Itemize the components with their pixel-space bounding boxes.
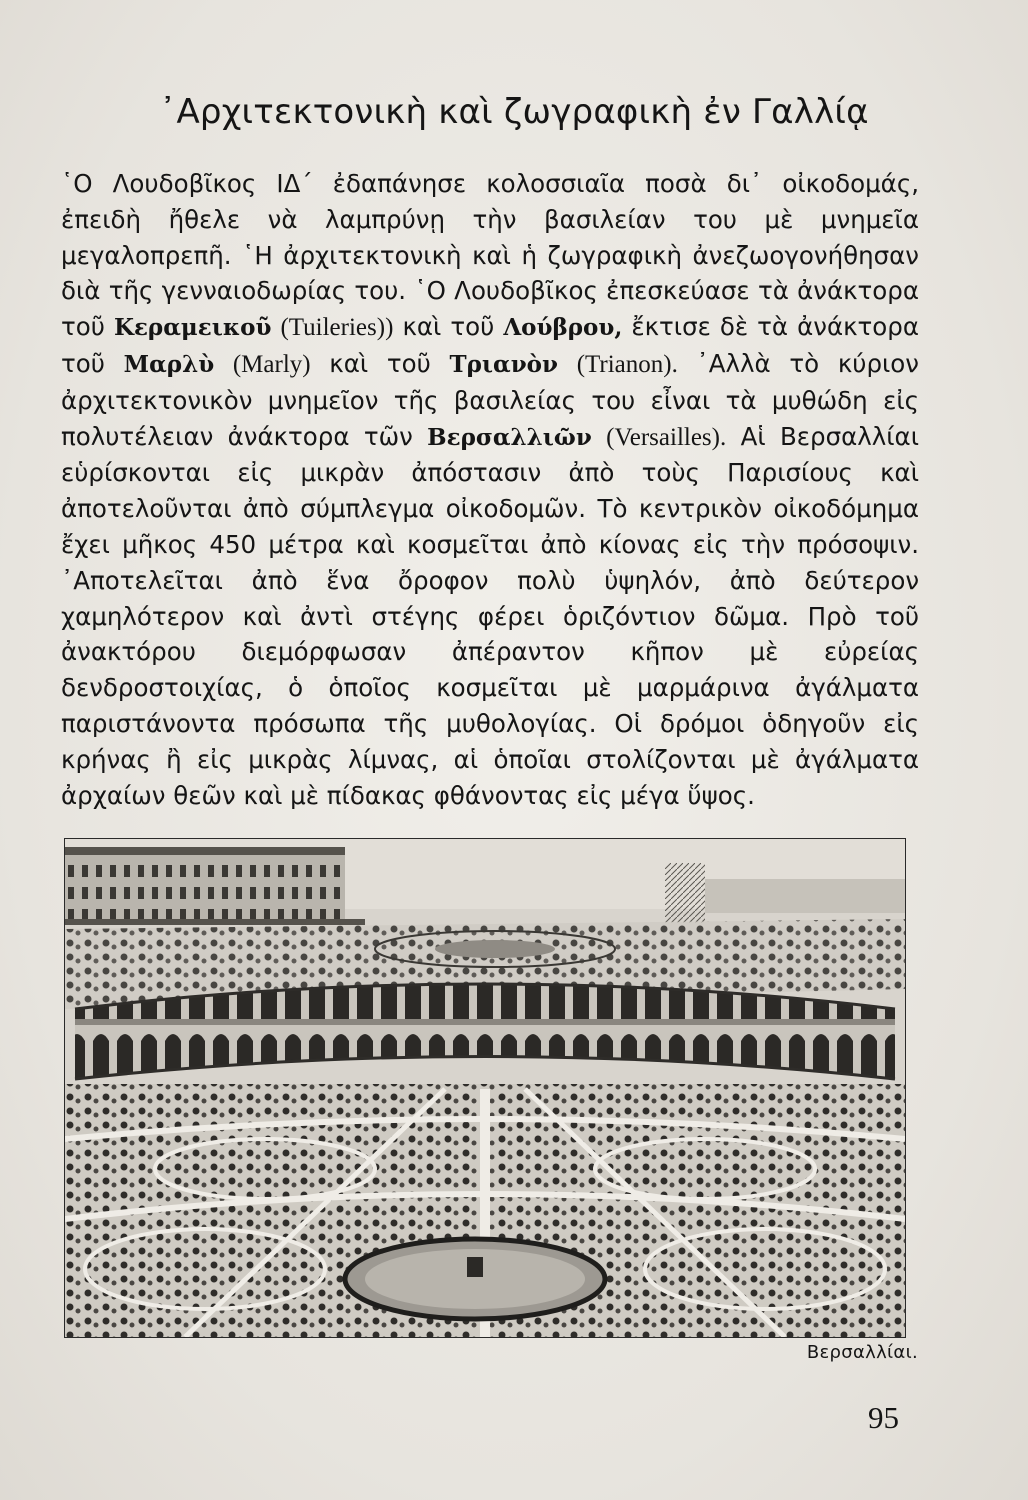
versailles-engraving [64,838,906,1338]
bold-term-keramikou: Κεραμεικοῦ [113,314,272,342]
text-run: ᾿Αλλὰ τὸ κύριον ἀρχιτεκτονικὸν μνημεῖον τῆς βασιλείας του εἶναι τὰ μυθώδη εἰς πολυτέλειαν ἀνάκτορα τῶν [61,348,919,451]
latin-term-marly: (Marly) [232,350,311,378]
body-paragraph [61,166,919,813]
bold-term-trianon: Τριανὸν [449,350,558,378]
engraving-illustration [65,839,905,1337]
bold-term-versailles: Βερσαλλιῶν [427,423,592,451]
text-run: καὶ τοῦ [393,312,504,342]
text-run: καὶ τοῦ [310,348,450,378]
latin-term-tuileries: (Tuileries)) [280,314,394,342]
latin-term-trianon: (Trianon). [576,350,678,378]
text-run: ῾Ο Λουδοβῖκος ΙΔ΄ ἐδαπάνησε κολοσσιαῖα ποσὰ δι᾿ οἰκοδομάς, ἐπειδὴ ἤθελε νὰ λαμπρύνῃ τὴν βασιλείαν του μὲ μνημεῖα μεγαλοπρεπῆ. ῾Η ἀρχιτεκτονικὴ καὶ ἡ ζωγραφικὴ ἀνεζωογονήθησαν διὰ τῆς γενναιοδωρίας του. ῾Ο Λουδοβῖκος ἐπεσκεύασε τὰ ἀνάκτορα τοῦ [61,169,919,342]
page-number: 95 [868,1400,899,1435]
text-run: ἔκτισε δὲ τὰ ἀνάκτορα τοῦ [61,312,919,378]
bold-term-louvrou: Λούβρου, [503,314,623,342]
latin-term-versailles: (Versailles). [606,423,727,451]
figure-caption: Βερσαλλίαι. [806,1342,918,1363]
text-run: Αἱ Βερσαλλίαι εὑρίσκονται εἰς μικρὰν ἀπόστασιν ἀπὸ τοὺς Παρισίους καὶ ἀποτελοῦνται ἀπὸ σύμπλεγμα οἰκοδομῶν. Τὸ κεντρικὸν οἰκοδόμημα ἔχει μῆκος 450 μέτρα καὶ κοσμεῖται ἀπὸ κίονας εἰς τὴν πρόσοψιν. ᾿Αποτελεῖται ἀπὸ ἕνα ὄροφον πολὺ ὑψηλόν, ἀπὸ δεύτερον χαμηλότερον καὶ ἀντὶ στέγης φέρει ὁριζόντιον δῶμα. Πρὸ τοῦ ἀνακτόρου διεμόρφωσαν ἀπέραντον κῆπον μὲ εὐρείας δενδροστοιχίας, ὁ ὁποῖος κοσμεῖται μὲ μαρμάρινα ἀγάλματα παριστάνοντα πρόσωπα τῆς μυθολογίας. Οἱ δρόμοι ὁδηγοῦν εἰς κρήνας ἢ εἰς μικρὰς λίμνας, αἱ ὁποῖαι στολίζονται μὲ ἀγάλματα ἀρχαίων θεῶν καὶ μὲ πίδακας φθάνοντας εἰς μέγα ὕψος. [61,421,919,810]
chapter-title: ᾿Αρχιτεκτονικὴ καὶ ζωγραφικὴ ἐν Γαλλίᾳ [159,92,869,132]
bold-term-marly: Μαρλὺ [123,350,215,378]
